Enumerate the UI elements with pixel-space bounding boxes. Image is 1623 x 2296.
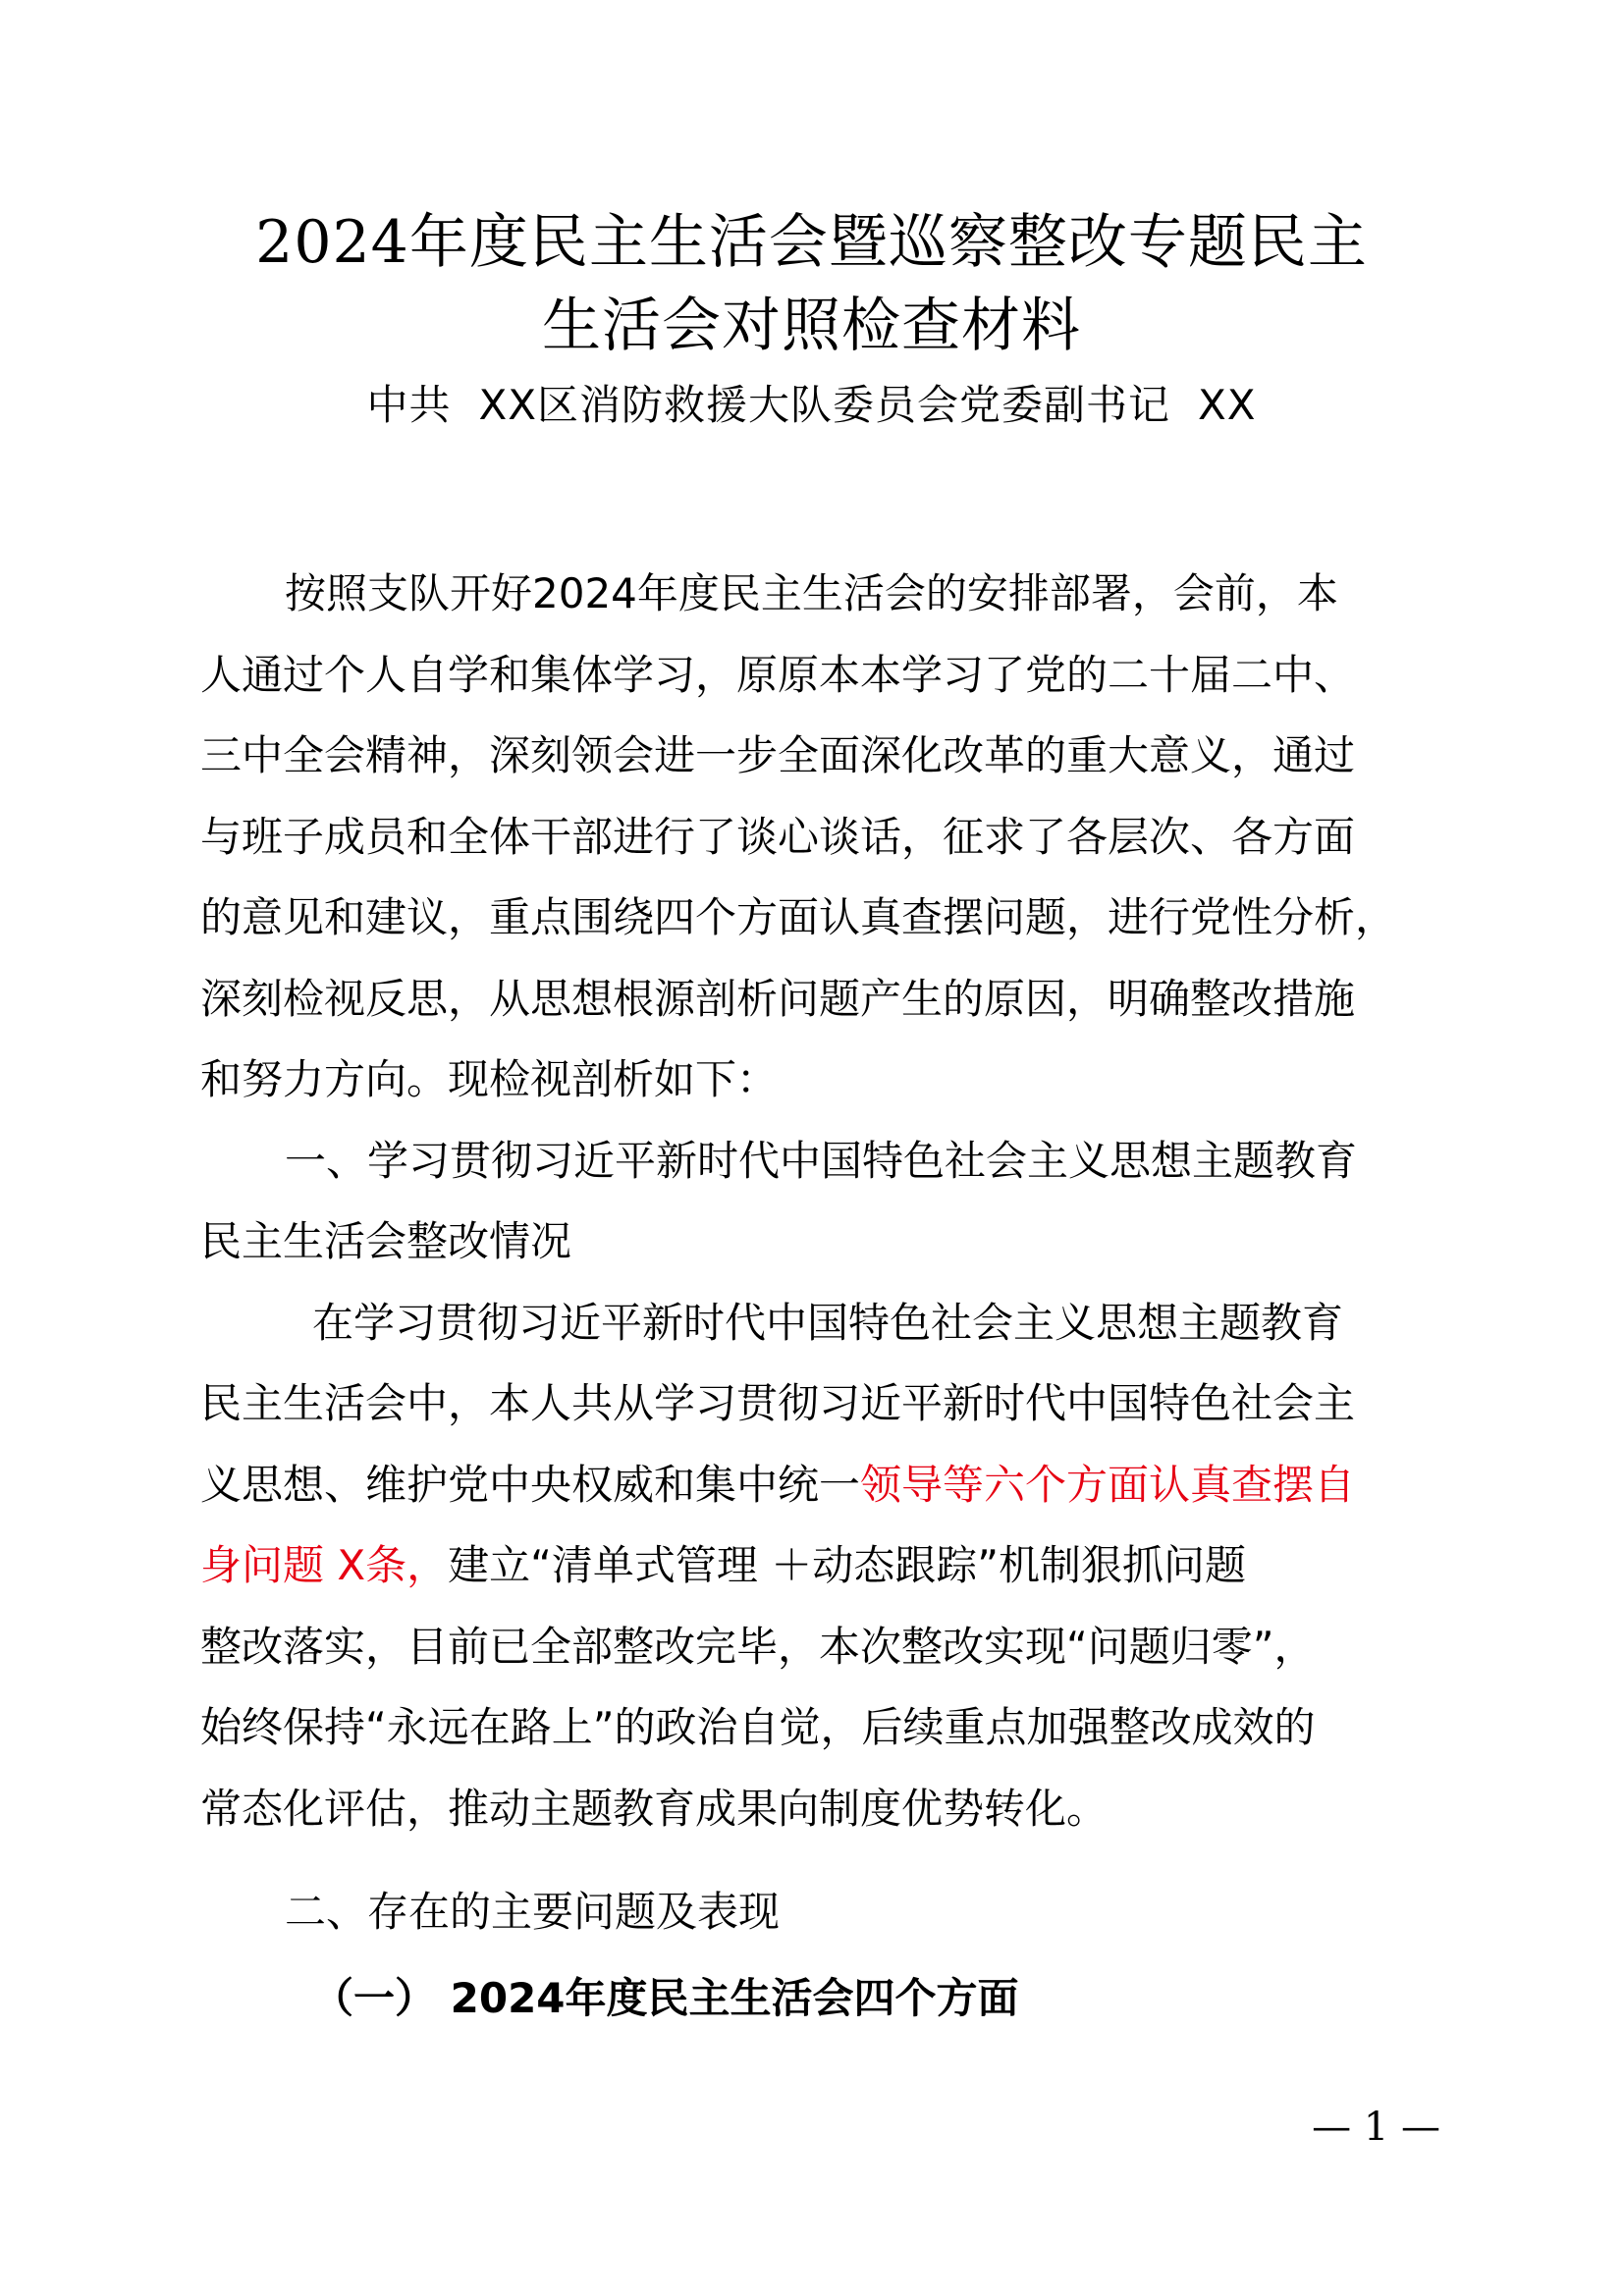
intro-line: 按照支队开好2024年度民主生活会的安排部署，会前，本 — [285, 569, 1338, 617]
intro-line: 的意见和建议，重点围绕四个方面认真查摆问题，进行党性分析， — [200, 893, 1397, 941]
highlighted-text: 领导等六个方面认真查摆自 — [860, 1461, 1356, 1509]
document-title-line1: 2024年度民主生活会暨巡察整改专题民主 — [255, 208, 1368, 277]
intro-line: 深刻检视反思，从思想根源剖析问题产生的原因，明确整改措施 — [200, 975, 1356, 1023]
para2-line: 整改落实，目前已全部整改完毕，本次整改实现“问题归零”， — [200, 1623, 1316, 1671]
intro-line: 与班子成员和全体干部进行了谈心谈话，征求了各层次、各方面 — [200, 813, 1356, 861]
intro-line: 三中全会精神，深刻领会进一步全面深化改革的重大意义，通过 — [200, 731, 1356, 779]
para2-line: 民主生活会中，本人共从学习贯彻习近平新时代中国特色社会主 — [200, 1379, 1356, 1427]
subsection1-heading: （一） 2024年度民主生活会四个方面 — [312, 1974, 1019, 2022]
para2-line — [200, 1538, 1246, 1593]
para2-text: 建立“清单式管理 ＋动态跟踪”机制狠抓问题 — [448, 1541, 1246, 1589]
section1-heading-line1: 一、学习贯彻习近平新时代中国特色社会主义思想主题教育 — [285, 1137, 1358, 1185]
para2-line: 在学习贯彻习近平新时代中国特色社会主义思想主题教育 — [312, 1299, 1344, 1347]
author-org-prefix: 中共 — [366, 381, 452, 429]
author-line — [0, 378, 1623, 433]
para2-text: 义思想、维护党中央权威和集中统一 — [200, 1461, 861, 1509]
document-title-line2: 生活会对照检查材料 — [542, 292, 1081, 360]
author-name: XX — [1198, 381, 1257, 429]
section2-heading: 二、存在的主要问题及表现 — [285, 1888, 781, 1936]
para2-line: 常态化评估，推动主题教育成果向制度优势转化。 — [200, 1785, 1109, 1833]
highlighted-text: 身问题 X条， — [200, 1541, 449, 1589]
section1-heading-line2: 民主生活会整改情况 — [200, 1217, 572, 1265]
para2-line — [200, 1458, 1355, 1513]
page-number: — 1 — — [1312, 2105, 1440, 2150]
intro-line: 人通过个人自学和集体学习，原原本本学习了党的二十届二中、 — [200, 651, 1356, 699]
intro-line: 和努力方向。现检视剖析如下： — [200, 1055, 779, 1103]
author-position: XX区消防救援大队委员会党委副书记 — [478, 381, 1170, 429]
para2-line: 始终保持“永远在路上”的政治自觉，后续重点加强整改成效的 — [200, 1703, 1316, 1751]
